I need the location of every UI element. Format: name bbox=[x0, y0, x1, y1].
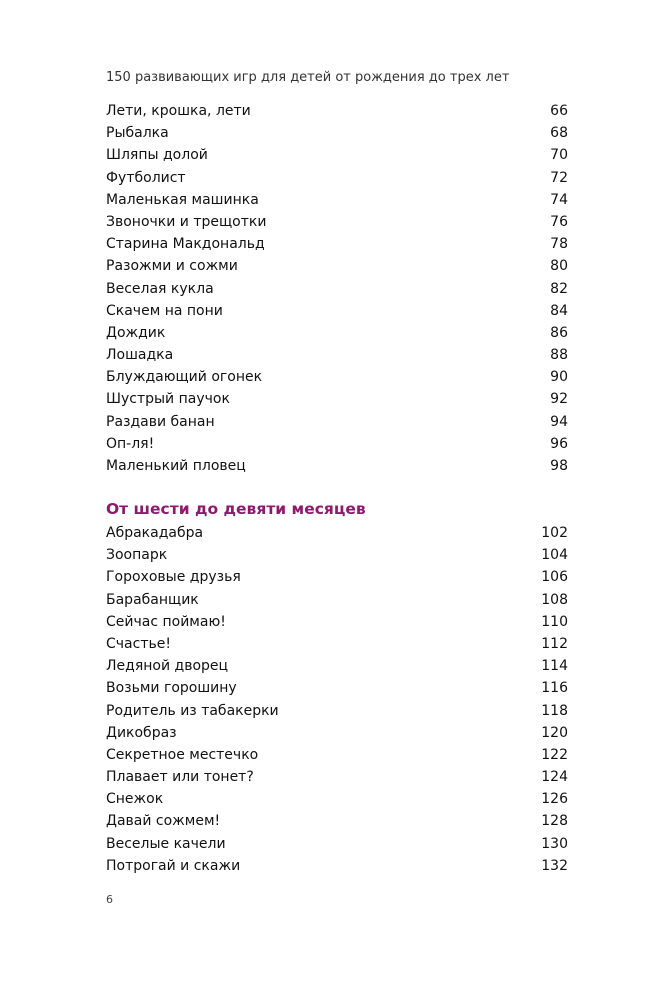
toc-entry-title: Снежок bbox=[106, 791, 164, 808]
toc-entry-page: 110 bbox=[541, 613, 568, 630]
toc-entry-title: Разожми и сожми bbox=[106, 258, 238, 275]
toc-entry-title: Шляпы долой bbox=[106, 147, 208, 164]
toc-entry-title: Скачем на пони bbox=[106, 302, 223, 319]
toc-entry-page: 114 bbox=[541, 658, 568, 675]
toc-entry-title: Потрогай и скажи bbox=[106, 857, 241, 874]
toc-entry-title: Плавает или тонет? bbox=[106, 769, 254, 786]
toc-entry-title: Футболист bbox=[106, 169, 186, 186]
toc-entry-title: Шустрый паучок bbox=[106, 391, 230, 408]
toc-entry-title: Рыбалка bbox=[106, 125, 169, 142]
toc-entry-page: 132 bbox=[541, 857, 568, 874]
toc-entry-title: Дождик bbox=[106, 324, 166, 341]
toc-entry-page: 86 bbox=[550, 324, 568, 341]
toc-entry bbox=[106, 700, 568, 722]
toc-entry-title: Возьми горошину bbox=[106, 680, 237, 697]
toc-entry-page: 124 bbox=[541, 769, 568, 786]
toc-entry bbox=[106, 633, 568, 655]
toc-entry-title: Блуждающий огонек bbox=[106, 369, 263, 386]
toc-entry bbox=[106, 788, 568, 810]
toc-list-previous-section bbox=[106, 100, 568, 477]
toc-entry-title: Старина Макдональд bbox=[106, 236, 265, 253]
toc-entry-page: 78 bbox=[550, 236, 568, 253]
toc-entry bbox=[106, 833, 568, 855]
toc-entry bbox=[106, 100, 568, 122]
toc-entry-page: 96 bbox=[550, 435, 568, 452]
toc-entry-page: 120 bbox=[541, 724, 568, 741]
toc-entry-title: Дикобраз bbox=[106, 724, 177, 741]
toc-entry-page: 76 bbox=[550, 213, 568, 230]
toc-entry bbox=[106, 388, 568, 410]
toc-entry bbox=[106, 144, 568, 166]
toc-entry-title: Барабанщик bbox=[106, 591, 199, 608]
toc-entry bbox=[106, 855, 568, 877]
toc-entry bbox=[106, 189, 568, 211]
toc-entry bbox=[106, 366, 568, 388]
toc-entry bbox=[106, 278, 568, 300]
toc-entry-page: 112 bbox=[541, 635, 568, 652]
section-heading: От шести до девяти месяцев bbox=[106, 500, 366, 518]
toc-entry-title: Гороховые друзья bbox=[106, 569, 241, 586]
toc-entry bbox=[106, 522, 568, 544]
toc-entry-title: Сейчас поймаю! bbox=[106, 613, 226, 630]
toc-entry-page: 84 bbox=[550, 302, 568, 319]
toc-entry-title: Лошадка bbox=[106, 347, 174, 364]
toc-entry-page: 94 bbox=[550, 413, 568, 430]
toc-entry-page: 66 bbox=[550, 103, 568, 119]
toc-entry bbox=[106, 611, 568, 633]
toc-entry-title: Маленькая машинка bbox=[106, 191, 259, 208]
toc-entry bbox=[106, 433, 568, 455]
toc-entry bbox=[106, 344, 568, 366]
toc-entry bbox=[106, 300, 568, 322]
toc-entry-title: Счастье! bbox=[106, 635, 171, 652]
toc-entry-page: 80 bbox=[550, 258, 568, 275]
toc-entry-page: 68 bbox=[550, 125, 568, 142]
toc-list-six-to-nine-months bbox=[106, 522, 568, 877]
toc-entry bbox=[106, 233, 568, 255]
toc-entry-page: 98 bbox=[550, 458, 568, 474]
toc-entry-page: 122 bbox=[541, 746, 568, 763]
toc-entry bbox=[106, 766, 568, 788]
toc-entry-page: 116 bbox=[541, 680, 568, 697]
toc-entry-page: 92 bbox=[550, 391, 568, 408]
toc-entry bbox=[106, 544, 568, 566]
toc-entry bbox=[106, 255, 568, 277]
toc-entry bbox=[106, 455, 568, 477]
page-number: 6 bbox=[106, 893, 113, 906]
toc-entry-title: Веселые качели bbox=[106, 835, 226, 852]
toc-entry-page: 88 bbox=[550, 347, 568, 364]
toc-entry bbox=[106, 744, 568, 766]
toc-entry-page: 70 bbox=[550, 147, 568, 164]
toc-entry-page: 72 bbox=[550, 169, 568, 186]
toc-entry-title: Раздави банан bbox=[106, 413, 215, 430]
toc-entry-title: Секретное местечко bbox=[106, 746, 259, 763]
toc-entry bbox=[106, 122, 568, 144]
toc-entry-page: 102 bbox=[541, 525, 568, 541]
toc-entry bbox=[106, 211, 568, 233]
toc-entry-title: Родитель из табакерки bbox=[106, 702, 279, 719]
toc-entry-page: 118 bbox=[541, 702, 568, 719]
toc-entry-page: 126 bbox=[541, 791, 568, 808]
running-header: 150 развивающих игр для детей от рождения до трех лет bbox=[106, 70, 510, 85]
toc-entry bbox=[106, 411, 568, 433]
toc-entry bbox=[106, 167, 568, 189]
toc-entry-title: Веселая кукла bbox=[106, 280, 214, 297]
toc-entry bbox=[106, 655, 568, 677]
toc-entry-title: Звоночки и трещотки bbox=[106, 213, 267, 230]
toc-entry-title: Абракадабра bbox=[106, 525, 204, 541]
toc-entry bbox=[106, 722, 568, 744]
toc-entry-title: Зоопарк bbox=[106, 547, 168, 564]
toc-entry-page: 74 bbox=[550, 191, 568, 208]
toc-entry-title: Лети, крошка, лети bbox=[106, 103, 251, 119]
toc-entry bbox=[106, 589, 568, 611]
toc-entry-title: Давай сожмем! bbox=[106, 813, 221, 830]
toc-entry-title: Маленький пловец bbox=[106, 458, 246, 474]
toc-entry-title: Оп-ля! bbox=[106, 435, 155, 452]
toc-entry-page: 130 bbox=[541, 835, 568, 852]
toc-entry bbox=[106, 566, 568, 588]
toc-entry-page: 128 bbox=[541, 813, 568, 830]
toc-entry-page: 106 bbox=[541, 569, 568, 586]
toc-entry bbox=[106, 322, 568, 344]
toc-entry-title: Ледяной дворец bbox=[106, 658, 229, 675]
toc-entry bbox=[106, 810, 568, 832]
toc-entry-page: 108 bbox=[541, 591, 568, 608]
toc-entry-page: 90 bbox=[550, 369, 568, 386]
toc-entry-page: 82 bbox=[550, 280, 568, 297]
toc-entry bbox=[106, 677, 568, 699]
toc-entry-page: 104 bbox=[541, 547, 568, 564]
